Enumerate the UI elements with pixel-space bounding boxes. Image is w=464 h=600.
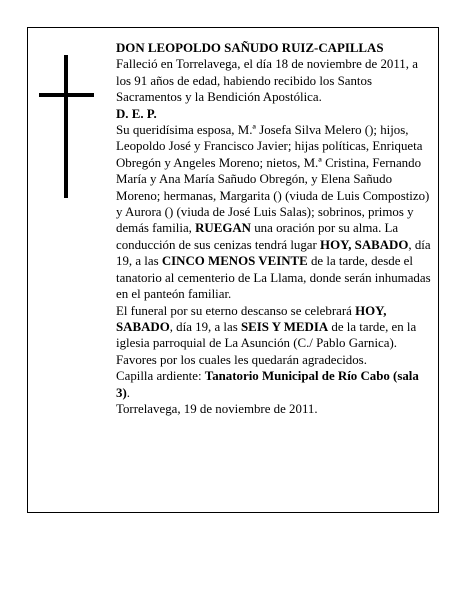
conduction-time: CINCO MENOS VEINTE	[161, 254, 308, 269]
cross-horizontal-bar	[39, 93, 94, 97]
chapel-place: Tanatorio Municipal de Río Cabo (sala 3)	[116, 369, 419, 400]
conduction-text-2: de la tarde, desde el tanatorio al cementerio de La Llama, donde serán inhumadas en el panteón familiar.	[116, 254, 431, 302]
chapel-line	[116, 368, 432, 401]
prayer-text: una oración por su alma. La conducción de sus cenizas tendrá lugar	[116, 221, 399, 252]
deceased-name: DON LEOPOLDO SAÑUDO RUIZ-CAPILLAS	[116, 41, 384, 55]
chapel-label: Capilla ardiente:	[116, 369, 202, 384]
funeral-day: HOY, SABADO	[116, 303, 387, 334]
obituary-notice	[27, 27, 439, 513]
chapel-end: .	[126, 385, 130, 400]
family-list: Su queridísima esposa, M.ª Josefa Silva Melero (); hijos, Leopoldo José y Francisco Javier; hijas políticas, Enriqueta Obregón y Angeles Moreno; nietos, M.ª Cristina, Fernando María y Ana María Sañudo Obregón, y Elena Sañudo Moreno; hermanas, Margarita () (viuda de Luis Compostizo) y Aurora () (viuda de José Luis Salas); sobrinos, primos y demás familia,	[116, 123, 430, 236]
obituary-text	[116, 40, 432, 417]
ruegan-word: RUEGAN	[195, 221, 251, 236]
funeral-text: , día 19, a las	[169, 319, 238, 334]
death-info: Falleció en Torrelavega, el día 18 de noviembre de 2011, a los 91 años de edad, habiendo recibido los Santos Sacramentos y la Bendición Apostólica.	[116, 57, 418, 105]
dep-line: D. E. P.	[116, 106, 157, 121]
funeral-time: SEIS Y MEDIA	[241, 319, 329, 334]
funeral-paragraph	[116, 303, 432, 369]
conduction-day: HOY, SABADO	[320, 237, 409, 252]
cross-vertical-bar	[64, 55, 68, 198]
funeral-intro: El funeral por su eterno descanso se celebrará	[116, 303, 352, 318]
conduction-text: , día 19, a las	[116, 237, 431, 269]
family-paragraph	[116, 122, 432, 302]
funeral-text-2: de la tarde, en la iglesia parroquial de La Asunción (C./ Pablo Garnica). Favores por los cuales les quedarán agradecidos.	[116, 319, 417, 367]
signoff: Torrelavega, 19 de noviembre de 2011.	[116, 401, 318, 416]
cross-icon	[39, 55, 94, 198]
